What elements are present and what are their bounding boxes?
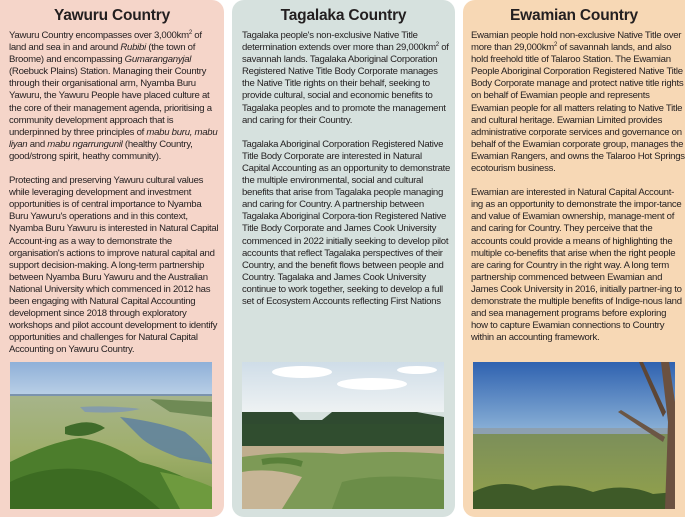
body-paragraph: Yawuru Country encompasses over $3,000km^2$ of land and sea in and around Rubibi (the town of Broome) and encompassing Gumaranganyjal (Roebuck Plains) Station. Managing their Country through their organisational arm, Nyamba Buru Yawuru, the Yawuru People have placed culture at the core of their management agenda, prioritising a community development approach that is underpinned by three principles of mabu buru, mabu liyan and mabu ngarrungunil (healthy Country, good/strong spirit, heathy community). — [9, 30, 218, 162]
savannah-lookout-photo — [473, 362, 675, 509]
yawuru-country-panel — [0, 0, 224, 517]
body-paragraph: Ewamian people hold non-exclusive Native Title over more than $29,000km^2$ of savannah lands, and also hold freehold title of Talaroo Station. The Ewamian People Aboriginal Corporation Registered Native Title Body Corporate manage and protect native title rights on behalf of Ewamian people and represents Ewamian people for all matters relating to Native Title and cultural heritage. Ewamian Limited provides administrative corporate services and governance on behalf of the Ewamian corporate group, manages the Ewamian Rangers, and owns the Talaroo Hot Springs ecotourism business. — [471, 30, 685, 175]
panel-title: Ewamian Country — [510, 7, 638, 24]
body-paragraph: Tagalaka Aboriginal Corporation Registered Native Title Body Corporate are interested in Natural Capital Accounting as an opportunity to demonstrate the multiple environmental, social and cultural benefits that arise from Tagalaka people managing and caring for Country. A partnership between Tagalaka Aboriginal Corpora-tion Registered Native Title Body Corporate and James Cook University commenced in 2022 initially seeking to develop pilot accounts that reflect Tagalaka perspectives of their Country, and the benefit flows between people and Country. Tagalaka and James Cook University continue to work together, seeking to develop a full set of Ecosystem Accounts reflecting First Nations — [242, 138, 451, 307]
body-paragraph: Protecting and preserving Yawuru cultural values while leveraging development and investment opportunities is of central importance to Nyamba Buru Yawuru's operations and in this context, Nyamba Buru Yawuru is interested in Natural Capital Account-ing as a way to demonstrate the organisation's actions to improve natural capital and support decision-making. A long-term partnership between Nyamba Buru Yawuru and the Australian National University which commenced in 2012 has been engaging with Natural Capital Accounting development since 2018 through exploratory workshops and pilot account development to identify opportunities and challenges for Natural Capital Accounting on Yawuru Country. — [9, 175, 219, 356]
panel-body — [242, 30, 452, 320]
aerial-wetland-photo — [10, 362, 212, 509]
body-paragraph: Tagalaka people's non-exclusive Native Title determination extends over more than $29,000km^2$ of savannah lands. Tagalaka Aboriginal Corporation Registered Native Title Body Corporate manages the Native Title rights on their behalf, seeking to provide cultural, social and economic benefits to Tagalaka peoples and to promote the management and caring for their Country. — [242, 30, 449, 126]
panel-body — [9, 30, 221, 368]
tagalaka-country-panel — [232, 0, 455, 517]
panel-title: Yawuru Country — [53, 7, 171, 24]
ewamian-country-panel — [463, 0, 685, 517]
panel-body — [471, 30, 685, 356]
body-paragraph: Ewamian are interested in Natural Capital Account-ing as an opportunity to demonstrate the impor-tance and value of Ewamian ownership, manage-ment of and caring for Country. They perceive that the accounts could provide a means of highlighting the multiple co-benefits that arise when the right people are caring for Country in the right way. A long term partnership commenced between Ewamian and James Cook University in 2016, initially partner-ing to demonstrate the multiple benefits of Indige-nous land and sea management programs before exploring how to capture Ewamian connections to Country within an accounting framework. — [471, 187, 682, 344]
savannah-mesa-photo — [242, 362, 444, 509]
panel-title: Tagalaka Country — [280, 7, 407, 24]
